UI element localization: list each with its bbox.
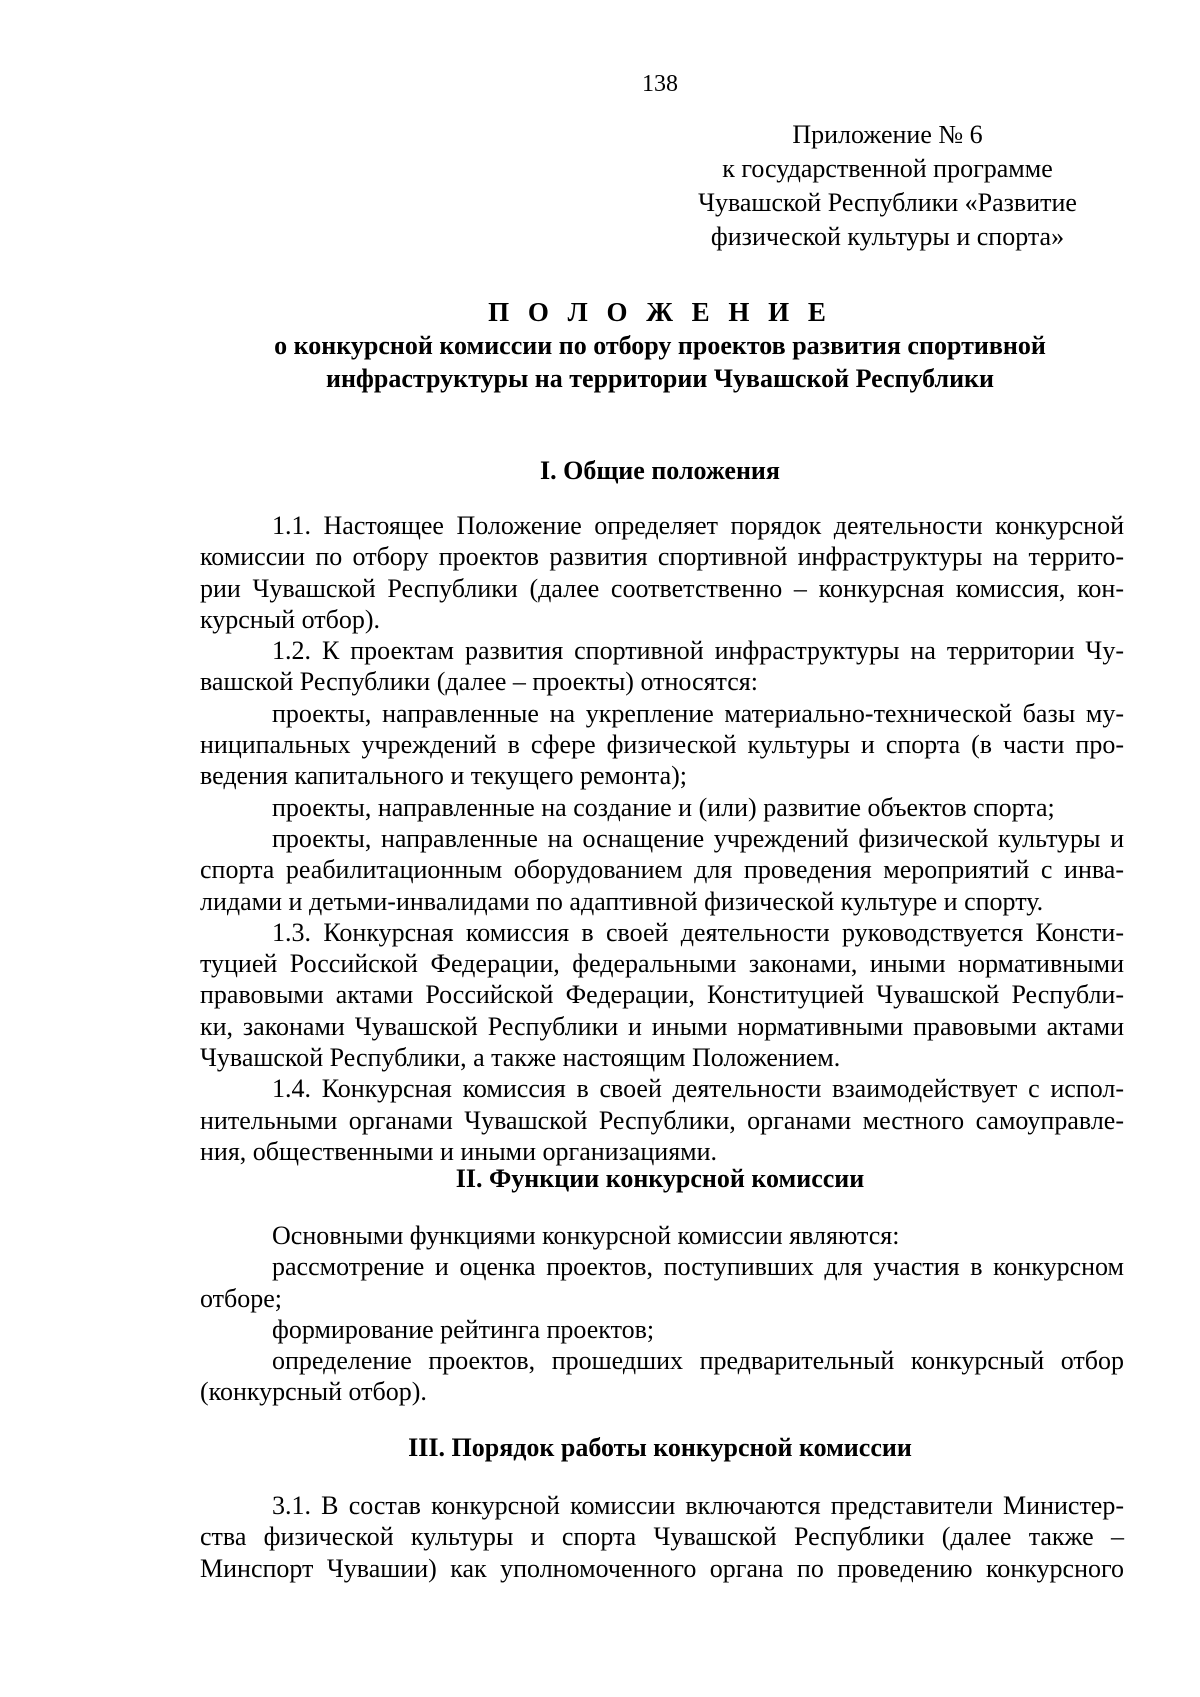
- text-line: 3.1. В состав конкурсной комиссии включаются представители Министер-: [272, 1491, 1124, 1520]
- text-line: рии Чувашской Республики (далее соответственно – конкурсная комиссия, кон-: [200, 573, 1124, 603]
- appendix-line: Чувашской Республики «Развитие: [698, 188, 1077, 217]
- text-line: 1.4. Конкурсная комиссия в своей деятельности взаимодействует с испол-: [272, 1074, 1124, 1104]
- text-line: определение проектов, прошедших предварительный конкурсный отбор: [272, 1346, 1124, 1376]
- section-heading: II. Функции конкурсной комиссии: [455, 1164, 865, 1193]
- text-line: ния, общественными и иными организациями.: [200, 1136, 718, 1166]
- appendix-line: Приложение № 6: [792, 120, 983, 149]
- text-line: ниципальных учреждений в сфере физической культуры и спорта (в части про-: [200, 730, 1124, 760]
- section-1-body: [200, 510, 1124, 1167]
- text-line: спорта реабилитационным оборудованием для проведения мероприятий с инва-: [200, 855, 1124, 885]
- text-line: ства физической культуры и спорта Чувашской Республики (далее также –: [200, 1522, 1124, 1552]
- section-3-body: [200, 1490, 1124, 1584]
- text-line: Основными функциями конкурсной комиссии являются:: [272, 1221, 900, 1250]
- section-2-body: [200, 1220, 1124, 1408]
- text-line: рассмотрение и оценка проектов, поступивших для участия в конкурсном: [272, 1252, 1124, 1282]
- section-heading: I. Общие положения: [540, 456, 780, 485]
- appendix-line: физической культуры и спорта»: [710, 222, 1065, 251]
- text-line: курсный отбор).: [200, 604, 381, 634]
- page-number: 138: [642, 71, 678, 97]
- text-line: ки, законами Чувашской Республики и иными нормативными правовыми актами: [200, 1011, 1124, 1041]
- text-line: формирование рейтинга проектов;: [272, 1314, 655, 1344]
- text-line: проекты, направленные на оснащение учреждений физической культуры и: [272, 823, 1124, 853]
- text-line: туцией Российской Федерации, федеральными законами, иными нормативными: [200, 949, 1124, 979]
- title-line: инфраструктуры на территории Чувашской Республики: [325, 364, 995, 393]
- document-title: [200, 296, 1120, 395]
- text-line: вашской Республики (далее – проекты) относятся:: [200, 667, 758, 697]
- text-line: 1.2. К проектам развития спортивной инфраструктуры на территории Чу-: [272, 636, 1124, 666]
- text-line: проекты, направленные на укрепление материально-технической базы му-: [272, 698, 1124, 728]
- title-heading: П О Л О Ж Е Н И Е: [488, 297, 832, 327]
- text-line: 1.1. Настоящее Положение определяет порядок деятельности конкурсной: [272, 511, 1124, 540]
- appendix-line: к государственной программе: [722, 154, 1053, 183]
- text-line: комиссии по отбору проектов развития спортивной инфраструктуры на террито-: [200, 542, 1124, 572]
- text-line: отборе;: [200, 1283, 283, 1313]
- title-line: о конкурсной комиссии по отбору проектов развития спортивной: [274, 331, 1046, 360]
- text-line: проекты, направленные на создание и (или) развитие объектов спорта;: [272, 792, 1055, 822]
- text-line: Минспорт Чувашии) как уполномоченного органа по проведению конкурсного: [200, 1553, 1124, 1583]
- text-line: Чувашской Республики, а также настоящим Положением.: [200, 1043, 841, 1073]
- text-line: нительными органами Чувашской Республики, органами местного самоуправле-: [200, 1105, 1124, 1135]
- text-line: 1.3. Конкурсная комиссия в своей деятельности руководствуется Консти-: [272, 917, 1124, 947]
- appendix-note: [690, 118, 1085, 254]
- text-line: правовыми актами Российской Федерации, Конституцией Чувашской Республи-: [200, 980, 1124, 1010]
- text-line: ведения капитального и текущего ремонта);: [200, 761, 688, 791]
- text-line: (конкурсный отбор).: [200, 1377, 427, 1407]
- text-line: лидами и детьми-инвалидами по адаптивной физической культуре и спорту.: [200, 886, 1044, 916]
- section-heading: III. Порядок работы конкурсной комиссии: [408, 1433, 912, 1462]
